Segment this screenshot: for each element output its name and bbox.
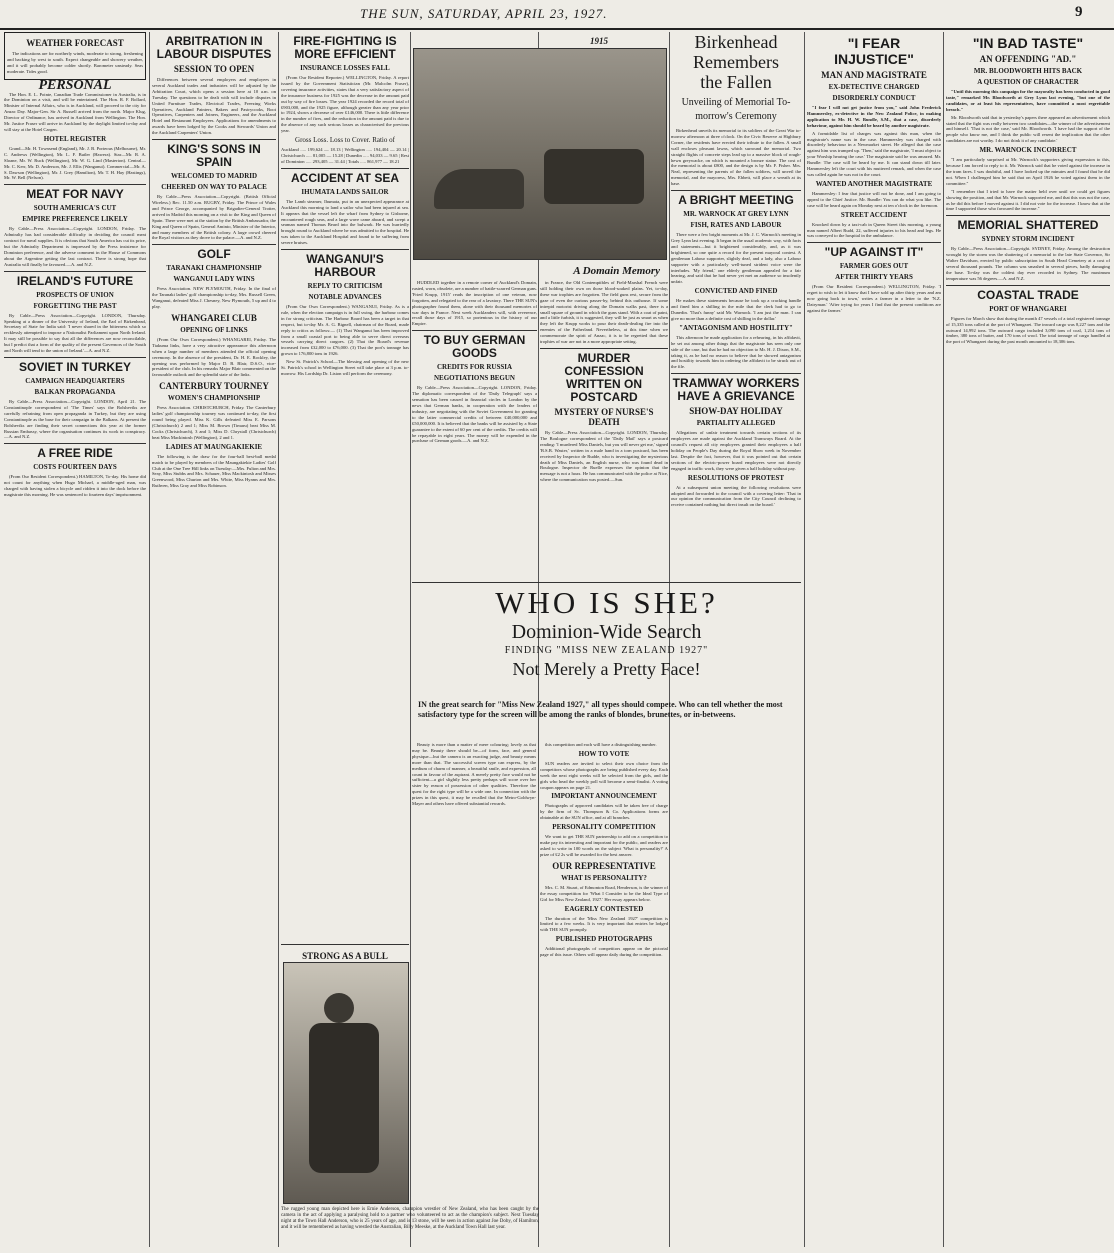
accident-heading: ACCIDENT AT SEA <box>291 170 399 185</box>
who-is-she-subtitle-2: FINDING "MISS NEW ZEALAND 1927" <box>504 645 709 656</box>
ireland-heading: IRELAND'S FUTURE <box>16 273 134 288</box>
who-is-she-lead: IN the great search for "Miss New Zealand 1927," all types should compete. Who can tell whether the most satisfactory type for the screen will be among the ranks of blondes, brunettes, or in-betweens. <box>418 700 783 719</box>
incorrect-text-2: "I remember that I tried to have the matter held over until we could get figures showing the position, and that Mr. Warnock supported me, and that this was not the case, as he did this before I moved against it. I did not vote for the increase. I know that at the time I supported those who favoured the increase." <box>946 188 1110 212</box>
injustice-text: A formidable list of charges was against this man, when the magistrate's name was in the case. Hammersley was charged with disorderly behaviour in a Newmarket street. He alleged that the case against him was trumped up. 'Then,' said the magistrate, 'I must object to your Worship hearing the case.' The magistrate said he was amazed. Mr. Bundle: The case will be heard by me. It can stand down till later. Hammersley left the court with his muttered remark, and when the case was called again he was not in the court. <box>807 130 941 177</box>
navy-subheading-2: EMPIRE PREFERENCE LIKELY <box>22 215 128 224</box>
who-is-she-column-b <box>540 742 668 1247</box>
loss-table-rows: Auckland ..... 199,624 — 18.13 | Wellington ..... 194,404 — 20.14 | Christchurch ..... 81,005 — 15.28 | Dunedin ..... 94,033 — 9.65 | Rest of Dominion ..... 293,405 — 31.44 | Totals ..... 861,977 — 18.21 <box>281 147 409 164</box>
resolutions-heading: RESOLUTIONS OF PROTEST <box>687 473 785 482</box>
harbour-subheading-2: NOTABLE ADVANCES <box>308 293 382 302</box>
column-6 <box>671 32 801 1247</box>
bad-taste-subheading-2: MR. BLOODWORTH HITS BACK <box>973 67 1083 75</box>
birkenhead-heading-3: the Fallen <box>700 72 772 92</box>
incorrect-text: "I am particularly surprised at Mr. Warnock's supporters giving expression to this, because I am forced to reply to it. Mr. Warnock said that he voted against the increase in the tram fares. I was doubtful, and I have looked up the minutes and I found that he did not. When I challenged him he said that on April 1926 he voted against them in the committee." <box>946 157 1110 186</box>
convicted-text: He makes these statements because he took up a cracking handle and fined him a shilling in the mile that the clerk had to go to Dunedin. 'That's funny' said Mr. Warnock. 'I am just the man. I can give no more than a definite cost of shilling in the dollar.' <box>671 298 801 321</box>
column-rule <box>804 32 805 1247</box>
who-is-she-subtitle: Dominion-Wide Search <box>511 621 702 643</box>
soviet-text: By Cable—Press Association—Copyright. LONDON, April 21. The Constantinople correspondent of 'The Times' says the Bolsheviks are carefully refraining from open propaganda in Turkey, but they are using Constantinople as the base for their campaign in the Balkans. At present the Bolsheviks are finding their secret connections this year at the former Russian Embassy, where the organisation continues its work in conspiracy.—A. and N.Z. <box>4 399 146 440</box>
published-photos-heading: PUBLISHED PHOTOGRAPHS <box>555 935 653 944</box>
personal-text: The Hon. E. L. Pointe, Canadian Trade Commissioner in Australia, is in the Dominion on a visit, and will be entertained. The Hon. R. F. Bollard, Minister of Internal Affairs, who is in Auckland, will proceed to the city for Anzac Day. Major-Gen. Sir A. Russell arrived from the north. Major Klug, Director of Ordinance, has arrived in Auckland from Wellington. The Hon. Mr. Justice Fraser will arrive in Auckland by the daylight limited to-day and will stay at the Hotel Cargen. <box>4 91 146 132</box>
representative-subheading: WHAT IS PERSONALITY? <box>561 873 647 882</box>
canterbury-heading: CANTERBURY TOURNEY <box>159 381 269 392</box>
harbour-subheading: REPLY TO CRITICISM <box>307 282 383 291</box>
fire-text: (From Our Resident Reporter.) WELLINGTON, Friday. A report issued by the Government Statistician (Mr. Malcolm Fraser), covering insurance activities, states that a very satisfactory aspect of the insurance business for 1925 was the decrease in the amount paid out by way of fire losses. The year 1924 recorded the record total of £903,000, and the 1925 figure, although greater than any year prior to 1924, shows a decrease of over £146,000. There is little difference in the number of fires, and the reduction in the amount paid is due to the absence of any such serious losses as characterised the previous year. <box>281 75 409 134</box>
column-rule <box>410 32 411 1247</box>
up-against-text: (From Our Resident Correspondent.) WELLINGTON, Friday. 'I regret to wish to let it know that I have sold up after thirty years and am now going back to town,' writes a farmer in a letter to the 'N.Z. Dairyman.' 'After trying for years I find that the present conditions are against the farmer.' <box>807 284 941 313</box>
column-7 <box>807 32 941 1247</box>
golf-text: Press Association. NEW PLYMOUTH, Friday. In the final of the Taranaki ladies' golf championship to-day, Mrs. Russell Green, Wanganui, defeated Miss J. Chesney, New Plymouth, 5 up and 4 to play. <box>152 286 276 310</box>
memorial-subheading: SYDNEY STORM INCIDENT <box>981 235 1075 244</box>
gun-shape <box>544 149 644 204</box>
resolutions-text: At a subsequent union meeting the following resolutions were adopted and forwarded to the council with a covering letter: 'That in our opinion the communication from the City Council declining to receive contained nothing but direct insult on the board.' <box>671 484 801 508</box>
harbour-text: (From Our Own Correspondent.) WANGANUI, Friday. As is a rule, when the election campaign is in full swing, the harbour comes in for strong criticism. The Harbour Board has been a target in that respect, but to-day Mr. A. G. Bignell, chairman of the Board, made reply to critics as follows:— (1) That Wanganui has been improved from a small coastal port to being able to serve direct overseas vessels carrying direct cargoes. (2) That the Board's revenue increased from £32,000 to £76,000. (3) That the port's tonnage has grown to 176,800 tons in 1926. <box>281 304 409 357</box>
up-against-heading: "UP AGAINST IT" <box>824 245 924 260</box>
navy-heading: MEAT FOR NAVY <box>26 187 124 202</box>
birkenhead-subheading: Unveiling of Memorial To-morrow's Ceremony <box>681 97 791 122</box>
hotel-text: Grand—Mr. H. Townsend (England), Mr. J. B. Porteous (Melbourne), Mr. C. Andrews (Wellington), Mr. L. F. Butler (Hawera). Star—Mr. R. A. Sloane, Mr. W. Ruck (Wellington), Mr. W. G. Lind (Masterton). Central—Mr. C. Kerr, Mr. D. Anderson, Mr. J. Ellis (Wanganui). Commercial—Mr. A. S. Dawson (Wellington), Mr. J. Grey (Hamilton), Mr. T. H. Hay (Hastings), Mr. W. Bell (Nelson). <box>4 145 146 181</box>
masthead <box>0 0 1114 30</box>
incorrect-heading: MR. WARNOCK INCORRECT <box>979 146 1077 155</box>
tramway-text: Allegations of unfair treatment towards certain sections of its employees are made against the Auckland Tramways Board. At the council's request all city employees granted their employees a half holiday on People's Day during the Royal Show week in November last. Despite the fact, however, that it was pointed out that certain sections of the electric-power board employees were not directly engaged in traffic work, they were given a half holiday without pay. <box>671 430 801 471</box>
fire-heading: FIRE-FIGHTING IS MORE EFFICIENT <box>293 34 397 61</box>
page-number: 9 <box>1075 4 1083 20</box>
soviet-heading: SOVIET IN TURKEY <box>18 360 131 374</box>
navy-subheading: SOUTH AMERICA'S CUT <box>33 204 117 213</box>
weather-box <box>4 32 146 80</box>
announcement-heading: IMPORTANT ANNOUNCEMENT <box>551 792 657 801</box>
bright-meeting-subheading: MR. WARNOCK AT GREY LYNN <box>683 210 789 219</box>
soviet-subheading: CAMPAIGN HEADQUARTERS <box>25 377 125 385</box>
column-rule <box>278 32 279 1247</box>
german-goods-heading: TO BUY GERMAN GOODS <box>423 333 526 361</box>
bright-meeting-heading: A BRIGHT MEETING <box>678 193 794 208</box>
bull-heading: STRONG AS A BULL <box>302 951 388 961</box>
hotel-heading: HOTEL REGISTER <box>43 134 107 143</box>
tramway-heading: TRAMWAY WORKERS HAVE A GRIEVANCE <box>672 376 800 404</box>
canterbury-subheading: WOMEN'S CHAMPIONSHIP <box>167 394 261 403</box>
who-is-she-text-1: Beauty is more than a matter of mere colouring; lovely as that may be. Beauty there should be—of form, face, and general physique—but the camera is an exacting judge, and beauty means more than that. The successful screen type can express, by the medium of charm of manner, a beautiful smile, and expression, all count in favour of the aspirant. A merely pretty face would not be sufficient—a girl slightly less pretty perhaps will score over her sister by reason of possession of other qualities. Therefore the quest for the right type will be a wide one. In connection with the prizes in this quest, it may be recalled that the Metro-Goldwyn-Mayer and others have offered substantial rewards. <box>412 742 536 807</box>
weather-heading: WEATHER FORECAST <box>26 38 124 48</box>
who-is-she-text-2: this competition and each will have a distinguishing number. <box>545 742 657 747</box>
street-accident-heading: STREET ACCIDENT <box>840 210 908 219</box>
street-accident-text: Knocked down by a taxi-cab in Queen Street this morning, a young man named Albert Rudd, 22, suffered injuries to his head and legs. He was conveyed to the hospital in the ambulance. <box>807 221 941 239</box>
column-4 <box>412 280 537 580</box>
injustice-subheading: MAN AND MAGISTRATE <box>821 70 927 80</box>
birkenhead-heading-1: Birkenhead <box>694 32 778 52</box>
injustice-heading: "I FEAR INJUSTICE" <box>834 35 914 67</box>
kings-sons-heading: KING'S SONS IN SPAIN <box>167 142 261 170</box>
who-is-she-title: WHO IS SHE? <box>495 585 718 620</box>
wanted-text: Hammersley: I fear that justice will not be done, and I am going to appeal to the Chief Justice. Mr. Bundle: You can do what you like. The case will be heard again on Monday next at ten o'clock in the forenoon. <box>807 190 941 208</box>
tramway-subheading: SHOW-DAY HOLIDAY <box>689 406 783 417</box>
ireland-text: By Cable—Press Association—Copyright. LONDON, Thursday. Speaking at a dinner of the University of Ireland, the Earl of Birkenhead, Secretary of State for India said: 'I never shared in the bitterness which so recklessly attempted to impose a Nationalist Parliament upon North Ireland. It may still be possible to say that all the differences are now reconcilable, but I predict that a form of the quality of the present Governors of the South and North will tend to the union of Ireland.'—A. and N.Z. <box>4 312 146 354</box>
arbitration-text: Differences between several employers and employees in several Auckland trades and industries will be adjusted by the Arbitration Court, which opens a session here at 10 a.m. on Tuesday. The questions to be dealt with will include disputes in United Furniture Trades, Electrical Trades, Freezing Works Operatives, Auckland Painters, Bakers and Pastrycooks, Boot Operatives, Carpenters and Joiners, Engineers, and the Auckland Hotel and Restaurant Employees. Applications for amendments to awards have been lodged by the Cooks and Stewards' Union and the Auckland Carpenters' Union. <box>152 77 276 136</box>
who-is-she-column-a <box>412 742 536 1247</box>
injustice-subheading-3: DISORDERLY CONDUCT <box>832 94 916 102</box>
weather-text: The indications are for northerly winds, moderate to strong, freshening and backing by west to south. Expect changeable and showery weather, and it will probably become colder shortly. Barometer unsteady. Seas moderate. Tides good. <box>7 51 143 74</box>
ireland-subheading: PROSPECTS OF UNION <box>36 290 114 299</box>
kings-sons-text: By Cable—Press Association—Copyright. (British Official Wireless.) Rec. 11.50 a.m. RUGBY, Friday. The Prince of Wales and Prince George, accompanied by Brigadier-General Trotter, arrived in Madrid this morning on a visit to the King and Queen of Spain. There were met at the station by the British Ambassador, the King and Queen of Spain, General Aminto, Minister of the Interior, and many members of the British colony. A large crowd cheered the Royal visitors as they drove to the palace.—A. and N.Z. <box>152 194 276 241</box>
antagonism-text: This afternoon he made application for a rehearing, in his affidavit, he set out among other things that the magistrate has seen only one side of the case, but that he had no objection to Mr. H. J. Dixon, S.M., taking it, as he had no reason to believe that he showed antagonism and hostility towards him in ordering the affidavit to be struck out of the file. <box>671 334 801 370</box>
column-rule <box>149 32 150 1247</box>
injustice-lead: "I fear I will not get justice from you," said John Frederick Hammersley, ex-detective in the New Zealand Police, in making application to Mr. H. W. Bundle, S.M., that a case, disorderly behaviour, against him should be heard by another magistrate. <box>807 105 941 128</box>
bad-taste-text: Mr. Bloodworth said that in yesterday's papers there appeared an advertisement which stated that the fight was really between two candidates—the winner of the advertisement and himself. 'That is not the case,' said Mr. Bloodworth. 'I have had the support of the people who know me, and I think the public will resent the implication that the other candidates are not worthy. I do not think it of any candidate.' <box>946 114 1110 144</box>
ride-subheading: COSTS FOURTEEN DAYS <box>33 463 117 472</box>
loss-table-header: Gross Loss. Loss to Cover. Ratio of <box>295 136 395 145</box>
bad-taste-lead: "Until this morning this campaign for the mayoralty has been conducted in good taste," remarked Mr. Bloodworth at Grey Lynn last evening, "but one of the candidates, or at least his representatives, have committed a most regrettable breach." <box>946 89 1110 112</box>
published-photos-text: Additional photographs of competitors appear on the pictorial page of this issue. Others will appear daily during the competition. <box>540 946 668 958</box>
how-to-vote-heading: HOW TO VOTE <box>578 749 630 758</box>
personality-heading: PERSONALITY COMPETITION <box>552 823 656 832</box>
wrestler-figure-head <box>324 993 354 1023</box>
harbour-heading: WANGANUI'S HARBOUR <box>306 252 384 280</box>
column-2 <box>152 32 276 1247</box>
coastal-heading: COASTAL TRADE <box>977 287 1079 302</box>
wanted-heading: WANTED ANOTHER MAGISTRATE <box>815 179 933 188</box>
up-against-subheading: FARMER GOES OUT <box>839 262 909 271</box>
domain-memory-text-continued: in France, the Old Contemptibles of Field-Marshal French were still holding their own on those blood-soaked plains. Yet, to-day, these war trophies are forgotten. The field guns rest, secure from the gaze of even the curious passer-by, behind this outhouse. If some intrepid motorist driving along the Domain walks past, there is a small square of ground in which the guns stand. With a coat of paint, and a little furbish, it is suggested, they will be just as smart as when they left the Krupp works to pour their death-dealing fire into the enemies of the Fatherland. Nevertheless, at this time when we commemorate the spirit of Anzac, it is to be regretted that these trophies of war are not in a more appropriate setting. <box>540 280 668 345</box>
golf-subheading: TARANAKI CHAMPIONSHIP <box>166 264 262 273</box>
birkenhead-heading-2: Remembers <box>693 52 779 72</box>
kings-sons-subheading-2: CHEERED ON WAY TO PALACE <box>161 183 267 192</box>
ladies-heading: LADIES AT MAUNGAKIEKIE <box>165 442 263 451</box>
column-5 <box>540 280 668 580</box>
bright-meeting-text: There were a few bright moments at Mr. J. C. Warnock's meeting in Grey Lynn last evening. It began in the usual academic way, with facts and statements—but it brightened considerably, and, as it was brightened, so one quite a record for the present mayoral contest. A gentleman Labour supporter, slightly deaf, and a lady, also a Labour supporter with a particularly well-tuned strident voice were the interludes. 'My friend,' one elderly gentleman appealed for a fair hearing, and said that he had never yet met an audience so insolently unfair. <box>671 232 801 285</box>
bad-taste-subheading-3: A QUESTION OF CHARACTER <box>977 78 1079 86</box>
who-is-she-subtitle-3: Not Merely a Pretty Face! <box>512 659 701 679</box>
personal-heading: PERSONAL <box>38 77 112 93</box>
tramway-subheading-2: PARTIALITY ALLEGED <box>696 419 776 428</box>
bull-rule <box>281 944 409 945</box>
golf-subheading-2: WANGANUI LADY WINS <box>173 275 255 284</box>
bright-meeting-subheading-2: FISH, RATES AND LABOUR <box>690 221 782 230</box>
column-1 <box>4 32 146 1247</box>
murder-heading: MURDER CONFESSION WRITTEN ON POSTCARD <box>564 350 644 404</box>
ride-heading: A FREE RIDE <box>37 446 113 461</box>
bad-taste-subheading: AN OFFENDING "AD." <box>979 54 1077 64</box>
ride-text: (From Our Resident Correspondent.) HAMILTON, To-day. His home did not count for anything when Hugo Michael, a middle-aged man, was charged with having stolen a bicycle and ridden it into the dock before the magistrate this morning. He was sentenced to fourteen days' imprisonment. <box>4 474 146 498</box>
coastal-subheading: PORT OF WHANGAREI <box>989 304 1067 313</box>
german-goods-subheading: CREDITS FOR RUSSIA <box>436 363 513 372</box>
photo-label-1915: 1915 <box>590 36 608 46</box>
representative-heading: OUR REPRESENTATIVE <box>552 860 656 871</box>
accident-subheading: IHUMATA LANDS SAILOR <box>301 187 389 196</box>
convicted-heading: CONVICTED AND FINED <box>694 287 778 296</box>
eagerly-text: The duration of the 'Miss New Zealand 1927' competition is limited to a few weeks. It is very important that entries be lodged with THE SUN promptly. <box>540 915 668 933</box>
personality-text: We want to get THE SUN partnership to add on a competition to make pay its interesting and important for the public, and readers are asked to write in 100 words on the subject 'What is personality?' A prize of £2 2s will be awarded for the best answer. <box>540 834 668 857</box>
memorial-text: By Cable—Press Association—Copyright. SYDNEY, Friday. Among the destruction wrought by the storm was the shattering of a memorial to the late State Governor, Sir Walter Davidson, erected by public subscription in South Head Cemetery at a cost of several thousand pounds. The column was smashed in several pieces, badly damaging the base. To-day was the coldest day ever recorded in Sydney. The maximum temperature was 56 degrees.—A. and N.Z. <box>946 246 1110 281</box>
german-guns-photo <box>413 48 667 260</box>
golf-heading: GOLF <box>197 247 231 262</box>
arbitration-subheading: SESSION TO OPEN <box>173 64 255 74</box>
whangarei-club-text: (From Our Own Correspondent.) WHANGAREI, Friday. The Tiakuma links, have a very attractive appearance this afternoon when a large number of members attended the official opening ceremony. In the absence of the president, Dr. H. E. Rockley, the opening was performed by Major D. B. Blair, D.S.O., vice-president of the club. In his remarks Major Blair commented on the favourable outlook and the splendid state of the links. <box>152 336 276 378</box>
masthead-title: THE SUN, SATURDAY, APRIL 23, 1927. <box>360 6 608 21</box>
murder-subheading: MYSTERY OF NURSE'S DEATH <box>554 406 654 427</box>
domain-memory-heading: A Domain Memory <box>573 265 660 277</box>
gun-shape <box>434 169 524 209</box>
german-goods-subheading-2: NEGOTIATIONS BEGUN <box>434 374 515 383</box>
ladies-text: The following is the draw for the four-ball best-ball medal match to be played by members of the Maungakiekie Ladies' Golf Club at the One Tree Hill links on Tuesday:—Mrs. Fulton and Mrs. Seay, Miss Stubbs and Mrs. Schauer, Miss Mackintosh and Misses Greenwood, Miss Churton and Mrs. White, Miss Hyams and Mrs. Ruthven, Miss Gray and Miss Robinson. <box>152 453 276 489</box>
accident-text: The Lamb steamer, Ihumata, put in an unexpected appearance at Auckland this morning to land a sailor who had been injured at sea. It appears that the vessel left the wharf from Sydney to Gisborne, encountered rough seas, and a large wave came aboard, and swept a seaman named Thomas Beard into the bulwark. He was hurriedly brought round to Auckland where he was admitted to the hospital. He was taken to the Auckland Hospital and found to be suffering from severe bruises. <box>281 198 409 246</box>
fire-subheading: INSURANCE LOSSES FALL <box>300 64 390 72</box>
school-text: New St. Patrick's School—The blessing and opening of the new St. Patrick's school in Wellington Street will take place at 3 p.m. to-morrow. His Lordship Dr. Liston will perform the ceremony. <box>281 359 409 376</box>
memorial-heading: MEMORIAL SHATTERED <box>957 218 1099 233</box>
arbitration-heading: ARBITRATION IN LABOUR DISPUTES <box>156 34 272 61</box>
domain-memory-text: HUDDLED together in a remote corner of Auckland's Domain, rusted, worn, obsolete, are a number of battle-scarred German guns. 'Fried Krupp, 1915' reads the inscription of one veteran, now forgotten, and relegated to the rear of a lavatory. There THE SUN's photographer found them, alone with their thousand memories of war days in France. Next week Aucklanders will, with reverence, recall those days of 1915, so portentous in the history of our Empire. <box>412 280 537 327</box>
column-3 <box>281 32 409 572</box>
column-8 <box>946 32 1110 1247</box>
representative-text: Mrs. C. M. Stuart, of Edmonton Road, Henderson, is the winner of the essay competition for 'What I Consider to be the Ideal Type of Girl for Miss New Zealand, 1927.' Her essay appears below. <box>540 884 668 902</box>
how-to-vote-text: SUN readers are invited to select their own choice from the competitors whose photographs are being published every day. Each week the next eight weeks will be selected from the girls, and the girls who head the weekly poll will become a semi-finalist. A voting coupon appears on page 21. <box>540 760 668 790</box>
bad-taste-heading: "IN BAD TASTE" <box>972 35 1084 51</box>
ireland-subheading-2: FORGETTING THE PAST <box>33 301 117 310</box>
whangarei-club-subheading: OPENING OF LINKS <box>180 325 248 334</box>
canterbury-text: Press Association. CHRISTCHURCH, Friday. The Canterbury ladies' golf championship tourney was continued to-day, the first round being played. Miss K. Gills defeated Miss E. Parsons (Christchurch) 2 and 1; Miss M. Brown (Timaru) beat Miss M. Cocks (Christchurch), 3 and 1; Miss D. Chrystall (Christchurch) beat Miss Mackintosh (Wellington), 2 and 1. <box>152 405 276 440</box>
navy-text: By Cable—Press Association—Copyright. LONDON, Friday. The Admiralty has had considerable difficulty in deciding the council meat contract for naval supplies. It is obvious that South America has cut its price, but the Admiralty Department is impressed by the Press insistence for Dominion preference, and the adverse comment in the House of Commons about the Argentine getting the last contract. There is strong hope that Australia will finally be favoured.—A. and N.Z. <box>4 226 146 267</box>
up-against-subheading-2: AFTER THIRTY YEARS <box>835 273 913 282</box>
injustice-subheading-2: EX-DETECTIVE CHARGED <box>828 83 920 91</box>
kings-sons-subheading: WELCOMED TO MADRID <box>170 172 258 181</box>
german-goods-text: By Cable—Press Association—Copyright. LONDON, Friday. The diplomatic correspondent of the 'Daily Telegraph' says a sensation has been caused in financial circles in London by the news that German banks, in cooperation with the leaders of industry, are negotiating with the Soviet Government for granting to the latter commercial credits of between £40,000,000 and £50,000,000. It is believed that the banks will be assisted by a State guarantee to the extent of 60 per cent of the credits. The credits will be repayable in eight years. The money will be expended in the purchase of German goods.—A. and N.Z. <box>412 385 537 444</box>
murder-text: By Cable—Press Association—Copyright. LONDON, Thursday. The Boulogne correspondent of the 'Daily Mail' says a postcard reading: 'I murdered Miss Daniels, but you will never get me,' signed 'B.S.B. Waster,' written in a male hand in a torn postcard, has been received by Inspector de Rudde, who is investigating the mysterious death of Miss Daniels, an English nurse, who was found dead in Boulogne. Inspector de Ruelle expresses the opinion that the message is not a hoax. He has communicated with the police at Nice, where the communication was posted.—Sun. <box>540 429 668 483</box>
coastal-text: Figures for March show that during the month 47 vessels of a total registered tonnage of 15,335 tons called at the port of Whangarei. The inward cargo was 8,227 tons and the outward 14,992 tons. The outward cargo included 3,090 tons of coal, 1,214 tons of timber, 380 tons of butter, and 170 tons of wool. The total tonnage of cargo handled at the port of Whangarei during the past month amounted to 18,306 tons. <box>946 315 1110 345</box>
column-rule <box>943 32 944 1247</box>
antagonism-heading: "ANTAGONISM AND HOSTILITY" <box>679 323 793 332</box>
birkenhead-text: Birkenhead unveils its memorial to its soldiers of the Great War to-morrow afternoon at three o'clock. On the Civic Reserve at Highbury Corner, the residents have erected their tribute to the fallen. A small wall encloses pleasant lawns, which surround the memorial. Two straight flights of concrete steps lead up to a massive block of rough-hewn greywacke, on which is mounted a bronze statue. The cost of the memorial is about £800, and the design is by Mr. F. Fisher. Mrs. Neal, representing the parents of the fallen soldiers, will unveil the memorial, and the mayoress, Mrs. Ebbett, will place a wreath at its base. <box>671 128 801 187</box>
wrestler-photo <box>283 962 409 1204</box>
soviet-subheading-2: BALKAN PROPAGANDA <box>34 388 116 396</box>
wrestler-figure-body <box>309 1023 379 1173</box>
eagerly-heading: EAGERLY CONTESTED <box>564 904 644 913</box>
announcement-text: Photographs of approved candidates will be taken free of charge by the firm of Sc. Thompson & Co. Applications forms are obtainable at the SUN office, and at all branches. <box>540 803 668 821</box>
wrestler-caption: The rugged young man depicted here is Ernie Anderson, champion wrestler of New Zealand, who has been caught by the camera in the act of applying a paralysing hold to a partner who volunteered to act as the champion's subject. Next Tuesday night at the Town Hall Anderson, who is 25 years of age, and is 13 stone, will be seen in action against Joe Doby, of Hamilton, and it will be remembered as having wrestled the Australian, Billy Meeske, at the Auckland Town Hall last year. <box>281 1207 539 1230</box>
whangarei-club-heading: WHANGAREI CLUB <box>171 312 257 323</box>
